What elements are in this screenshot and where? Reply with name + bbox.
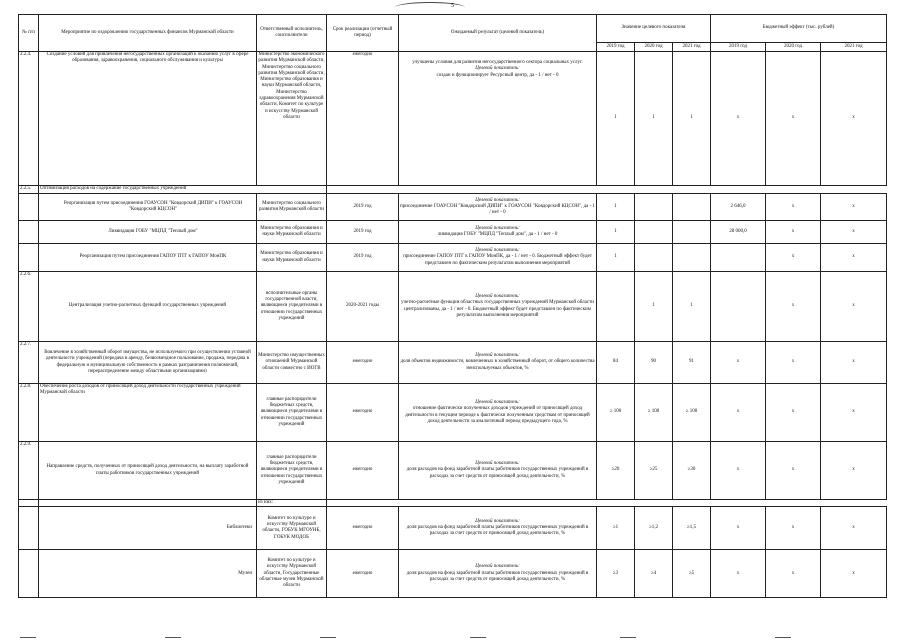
target-2020: 1 xyxy=(635,272,673,342)
row-result xyxy=(399,550,597,598)
budget-2021: x xyxy=(821,342,887,384)
budget-2019 xyxy=(711,244,766,272)
target-2019: 1 xyxy=(597,52,635,186)
result-label: Целевой показатель: xyxy=(475,66,520,72)
target-2019: ≥3 xyxy=(597,550,635,598)
target-2021: 91 xyxy=(673,342,711,384)
budget-2019: x xyxy=(711,52,766,186)
target-2020: ≥ 100 xyxy=(635,384,673,442)
target-2020 xyxy=(635,194,673,221)
header-responsible: Ответственный исполнитель, соисполнители xyxy=(257,15,327,52)
budget-2021: x xyxy=(821,384,887,442)
table-row xyxy=(19,194,887,221)
row-responsible: Комитет по культуре и искусству Мурманской области, Государственные областные музеи Мурманской области xyxy=(257,550,327,598)
header-year: 2019 год xyxy=(711,43,766,52)
row-result xyxy=(399,507,597,550)
budget-2020: x xyxy=(766,52,821,186)
row-measure: Обеспечение роста доходов от приносящей доход деятельности государственных учреждений Мурманской области xyxy=(39,384,257,442)
header-year: 2020 год xyxy=(635,43,673,52)
header-target-group: Значение целевого показателя xyxy=(597,15,711,43)
budget-2019: x xyxy=(711,507,766,550)
header-num: № п/п xyxy=(19,15,39,52)
budget-2021: x xyxy=(821,272,887,342)
target-2020 xyxy=(635,244,673,272)
row-measure: Централизация учетно-расчетных функций государственных учреждений xyxy=(39,272,257,342)
row-num: 2.2.5. xyxy=(19,186,39,194)
row-responsible: главные распорядители бюджетных средств, являющиеся учредителями в отношении государственных учреждений xyxy=(257,384,327,442)
budget-2020: x xyxy=(766,507,821,550)
target-2020: ≥1,2 xyxy=(635,507,673,550)
budget-2021: x xyxy=(821,507,887,550)
row-measure: Реорганизация путем присоединения ГОАУСОН "Ковдорский ДИПИ" к ГОАУСОН "Ковдорский КЦСОН" xyxy=(39,194,257,221)
header-result: Ожидаемый результат (целевой показатель) xyxy=(399,15,597,52)
table-row xyxy=(19,244,887,272)
page-number: 5 xyxy=(451,3,454,9)
target-2020: ≥25 xyxy=(635,442,673,500)
budget-2020: x xyxy=(766,194,821,221)
row-period: ежегодно xyxy=(327,52,399,186)
row-measure: Направление средств, полученных от приносящей доход деятельности, на выплату заработной платы работников государственных учреждений xyxy=(39,442,257,500)
target-2019: 1 xyxy=(597,221,635,244)
result-label: Целевой показатель: xyxy=(475,197,520,203)
row-responsible: главные распорядители бюджетных средств, являющиеся учредителями в отношении государственных учреждений xyxy=(257,442,327,500)
target-2020: 90 xyxy=(635,342,673,384)
result-indicator: доля расходов на фонд заработной платы работников государственных учреждений в расходах за счет средств от приносящей доход деятельности, % xyxy=(406,570,589,582)
row-result xyxy=(399,244,597,272)
row-measure: Ликвидация ГОБУ "МЦПД "Теплый дом" xyxy=(39,221,257,244)
target-2019: ≥20 xyxy=(597,442,635,500)
budget-2019: x xyxy=(711,550,766,598)
measures-table xyxy=(18,14,887,598)
budget-2021: x xyxy=(821,550,887,598)
budget-2020: x xyxy=(766,384,821,442)
row-responsible: Министерство социального развития Мурманской области xyxy=(257,194,327,221)
budget-2021: x xyxy=(821,52,887,186)
row-num: 2.2.7. xyxy=(19,342,39,384)
row-result xyxy=(399,442,597,500)
table-row xyxy=(19,186,887,194)
result-indicator: присоединение ГАПОУ ПТГ к ГАПОУ МонПК, да - 1 / нет - 0. Бюджетный эффект будет представлен по фактическим результатам выполнения мероприятий xyxy=(403,254,592,266)
table-row xyxy=(19,384,887,442)
table-row xyxy=(19,342,887,384)
header-period: Срок реализации (отчетный период) xyxy=(327,15,399,52)
row-period: 2019 год xyxy=(327,194,399,221)
target-2019 xyxy=(597,272,635,342)
budget-2020: x xyxy=(766,550,821,598)
header-budget-group: Бюджетный эффект (тыс. рублей) xyxy=(711,15,887,43)
row-measure: Музеи xyxy=(39,550,257,598)
result-label: Целевой показатель: xyxy=(475,248,520,254)
target-2021: 1 xyxy=(673,272,711,342)
target-2020: 1 xyxy=(635,52,673,186)
result-label: Целевой показатель: xyxy=(475,461,520,467)
target-2021 xyxy=(673,194,711,221)
target-2019: 1 xyxy=(597,194,635,221)
budget-2020: x xyxy=(766,221,821,244)
result-indicator: создан и функционирует Ресурсный центр, да - 1 / нет - 0 xyxy=(436,72,559,78)
target-2021 xyxy=(673,244,711,272)
row-sublabel: из них: xyxy=(257,500,327,507)
result-indicator: отношение фактически полученных доходов учреждений от приносящей доход деятельности в текущем периоде к фактически полученным средствам от приносящей доход деятельности за аналогичный период предыдущего года, % xyxy=(405,406,590,424)
target-2020 xyxy=(635,221,673,244)
target-2019: ≥ 100 xyxy=(597,384,635,442)
result-label: Целевой показатель: xyxy=(475,564,520,570)
table-row xyxy=(19,221,887,244)
row-result xyxy=(399,52,597,186)
header-measure: Мероприятие по оздоровлению государственных финансов Мурманской области xyxy=(39,15,257,52)
result-indicator: ликвидация ГОБУ "МЦПД "Теплый дом", да - 1 / нет - 0 xyxy=(437,232,558,237)
budget-2019: x xyxy=(711,384,766,442)
row-result xyxy=(399,272,597,342)
budget-2019: 2 646,0 xyxy=(711,194,766,221)
budget-2020: x xyxy=(766,442,821,500)
table-row xyxy=(19,550,887,598)
target-2020: ≥4 xyxy=(635,550,673,598)
row-period: 2019 год xyxy=(327,244,399,272)
target-2021: 1 xyxy=(673,52,711,186)
row-period: ежегодно xyxy=(327,507,399,550)
header-year: 2021 год xyxy=(821,43,887,52)
budget-2019 xyxy=(711,272,766,342)
row-period: 2019 год xyxy=(327,221,399,244)
result-indicator: учетно-расчетные функции областных государственных учреждений Мурманской области централизованы, да - 1 / нет - 0. Бюджетный эффект будет представлен по фактическим результатам выполнения мероприятий xyxy=(401,300,594,318)
header-year: 2020 год xyxy=(766,43,821,52)
result-label: Целевой показатель: xyxy=(475,293,520,299)
budget-2019: x xyxy=(711,342,766,384)
result-indicator: присоединение ГОАУСОН "Ковдорский ДИПИ" к ГОАУСОН "Ковдорский КЦСОН", да - 1 / нет - 0 xyxy=(400,203,596,216)
row-measure: Реорганизация путем присоединения ГАПОУ ПТГ к ГАПОУ МонПК xyxy=(39,244,257,272)
result-label: Целевой показатель: xyxy=(475,399,520,405)
result-indicator: доля объектов недвижимости, вовлеченных в хозяйственный оборот, от общего количества неиспользуемых объектов, % xyxy=(400,359,595,371)
budget-2020: x xyxy=(766,244,821,272)
row-period: ежегодно xyxy=(327,384,399,442)
row-period: ежегодно xyxy=(327,442,399,500)
row-num: 2.2.8. xyxy=(19,384,39,442)
target-2021: ≥5 xyxy=(673,550,711,598)
row-measure: Оптимизация расходов на содержание государственных учреждений xyxy=(39,186,327,194)
budget-2021: x xyxy=(821,442,887,500)
table-row xyxy=(19,507,887,550)
table-row xyxy=(19,272,887,342)
budget-2019: x xyxy=(711,442,766,500)
result-label: Целевой показатель: xyxy=(475,353,520,359)
target-2021: ≥1,5 xyxy=(673,507,711,550)
row-responsible: Комитет по культуре и искусству Мурманской области, ГОБУК МГОУНБ, ГОБУК МОДОБ xyxy=(257,507,327,550)
budget-2020: x xyxy=(766,272,821,342)
row-result xyxy=(399,384,597,442)
row-measure: Библиотеки xyxy=(39,507,257,550)
header-year: 2021 год xyxy=(673,43,711,52)
result-text: улучшены условия для развития негосударственного сектора социальных услуг. xyxy=(412,60,583,65)
target-2019: ≥1 xyxy=(597,507,635,550)
row-period: 2020-2021 годы xyxy=(327,272,399,342)
row-result xyxy=(399,194,597,221)
target-2021 xyxy=(673,221,711,244)
scan-bottom-marks xyxy=(0,634,905,638)
row-responsible: Министерство экономического развития Мурманской области, Министерство социального развития Мурманской области, Министерство образования и науки Мурманской области, Министерство здравоохранения Мурманской области, Комитет по культуре и искусству Мурманской области xyxy=(257,52,327,186)
row-measure: Вовлечение в хозяйственный оборот имущества, не используемого при осуществлении уставной деятельности учреждений (передача в аренду, безвозмездное пользование, продажа, передача в федеральную и муниципальную собственность в рамках разграничения полномочий, перераспределение между областными организациями) xyxy=(39,342,257,384)
budget-2020: x xyxy=(766,342,821,384)
row-num: 2.2.9. xyxy=(19,442,39,500)
row-result xyxy=(399,221,597,244)
table-row xyxy=(19,500,887,507)
budget-2019: 28 000,0 xyxy=(711,221,766,244)
table-row xyxy=(19,52,887,186)
row-responsible: Министерство имущественных отношений Мурманской области совместно с ИОГВ xyxy=(257,342,327,384)
row-period: ежегодно xyxy=(327,550,399,598)
target-2021: ≥ 100 xyxy=(673,384,711,442)
target-2019: 84 xyxy=(597,342,635,384)
target-2019: 1 xyxy=(597,244,635,272)
budget-2021: x xyxy=(821,221,887,244)
row-responsible: Министерство образования и науки Мурманской области xyxy=(257,244,327,272)
row-responsible: Министерство образования и науки Мурманской области xyxy=(257,221,327,244)
result-indicator: доля расходов на фонд заработной платы работников государственных учреждений в расходах за счет средств от приносящей доход деятельности, % xyxy=(406,525,589,537)
row-result xyxy=(399,342,597,384)
budget-2021: x xyxy=(821,194,887,221)
target-2021: ≥30 xyxy=(673,442,711,500)
result-label: Целевой показатель: xyxy=(475,518,520,524)
budget-2021: x xyxy=(821,244,887,272)
row-responsible: исполнительные органы государственной власти, являющиеся учредителями в отношении государственных учреждений xyxy=(257,272,327,342)
table-row xyxy=(19,442,887,500)
header-year: 2019 год xyxy=(597,43,635,52)
result-label: Целевой показатель: xyxy=(475,225,520,231)
row-period: ежегодно xyxy=(327,342,399,384)
row-num: 2.2.6. xyxy=(19,272,39,342)
result-indicator: доля расходов на фонд заработной платы работников государственных учреждений в расходах за счет средств от приносящей доход деятельности, % xyxy=(406,467,589,479)
row-measure: Создание условий для привлечения негосударственных организаций к оказанию услуг в сфере образования, здравоохранения, социального обслуживания и культуры xyxy=(39,52,257,186)
row-num: 2.2.4. xyxy=(19,52,39,186)
